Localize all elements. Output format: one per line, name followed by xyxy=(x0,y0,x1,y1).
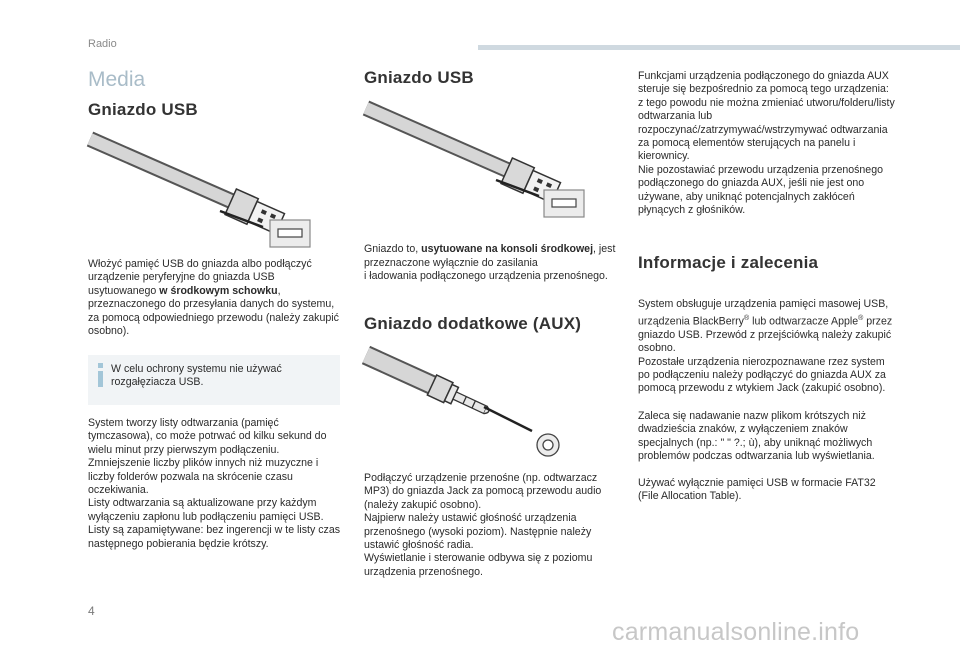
section-label: Radio xyxy=(88,38,117,50)
aux-heading: Gniazdo dodatkowe (AUX) xyxy=(364,314,582,333)
usb-paragraph-col2: Gniazdo to, usytuowane na konsoli środkowej, jest przeznaczone wyłącznie do zasilania i ładowania podłączonego urządzenia przenośnego. xyxy=(364,243,616,283)
playlist-paragraph: System tworzy listy odtwarzania (pamięć tymczasowa), co może potrwać od kilku sekund do wielu minut przy pierwszym podłączeniu. Zmniejszenie liczby plików innych niż muzyczne i liczby folderów pozwala na skrócenie czasu oczekiwania. Listy odtwarzania są aktualizowane przy każdym wyłączeniu zapłonu lub podłączeniu pamięci USB. Listy są zapamiętywane: bez ingerencji w te listy czas następnego pobierania będzie krótszy. xyxy=(88,417,341,550)
usb-heading-col1: Gniazdo USB xyxy=(88,100,198,119)
usb-plug-illustration-2 xyxy=(364,98,594,223)
page-number: 4 xyxy=(88,604,95,618)
header-bar xyxy=(478,45,960,50)
info-paragraph-1: System obsługuje urządzenia pamięci masowej USB, urządzenia BlackBerry® lub odtwarzacze Apple® przez gniazdo USB. Przewód z przejściówką należy zakupić osobno. Pozostałe urządzenia nierozpoznawane rzez system po podłączeniu należy podłączyć do gniazda AUX za pomocą przewodu z wtykiem Jack (zakupić osobno). xyxy=(638,298,893,395)
usb-heading-col2: Gniazdo USB xyxy=(364,68,474,87)
usb-plug-illustration xyxy=(88,125,318,250)
page-title: Media xyxy=(88,68,146,91)
info-paragraph-3: Używać wyłącznie pamięci USB w formacie FAT32 (File Allocation Table). xyxy=(638,477,876,503)
watermark: carmanualsonline.info xyxy=(612,618,860,646)
info-text: W celu ochrony systemu nie używać rozgałęziacza USB. xyxy=(111,363,282,389)
info-icon xyxy=(96,363,106,387)
jack-plug-illustration xyxy=(364,343,594,463)
info-paragraph-2: Zaleca się nadawanie nazw plikom krótszych niż dwadzieścia znaków, z wyłączeniem znaków specjalnych (np.: " " ?.; ù), aby uniknąć możliwych problemów podczas odtwarzania lub wyświetlania. xyxy=(638,410,875,463)
jack-port-icon xyxy=(537,434,559,456)
aux-paragraph-col3: Funkcjami urządzenia podłączonego do gniazda AUX steruje się bezpośrednio za pomocą tego urządzenia: z tego powodu nie można zmieniać utworu/folderu/listy odtwarzania lub rozpoczynać/zatrzymywać/wstrzymywać odtwarzania za pomocą elementów sterujących na panelu i kierownicy. Nie pozostawiać przewodu urządzenia przenośnego podłączonego do gniazda AUX, jeśli nie jest ono używane, aby uniknąć potencjalnych zakłóceń płynących z głośników. xyxy=(638,70,895,217)
info-heading: Informacje i zalecenia xyxy=(638,253,819,272)
aux-paragraph-col2: Podłączyć urządzenie przenośne (np. odtwarzacz MP3) do gniazda Jack za pomocą przewodu audio (należy zakupić osobno). Najpierw należy ustawić głośność urządzenia przenośnego (wysoki poziom). Następnie należy ustawić głośność radia. Wyświetlanie i sterowanie odbywa się z poziomu urządzenia przenośnego. xyxy=(364,472,602,578)
usb-paragraph-col1: Włożyć pamięć USB do gniazda albo podłączyć urządzenie peryferyjne do gniazda USB usytuowanego w środkowym schowku, przeznaczonego do przesyłania danych do systemu, za pomocą odpowiedniego przewodu (należy zakupić osobno). xyxy=(88,258,339,338)
